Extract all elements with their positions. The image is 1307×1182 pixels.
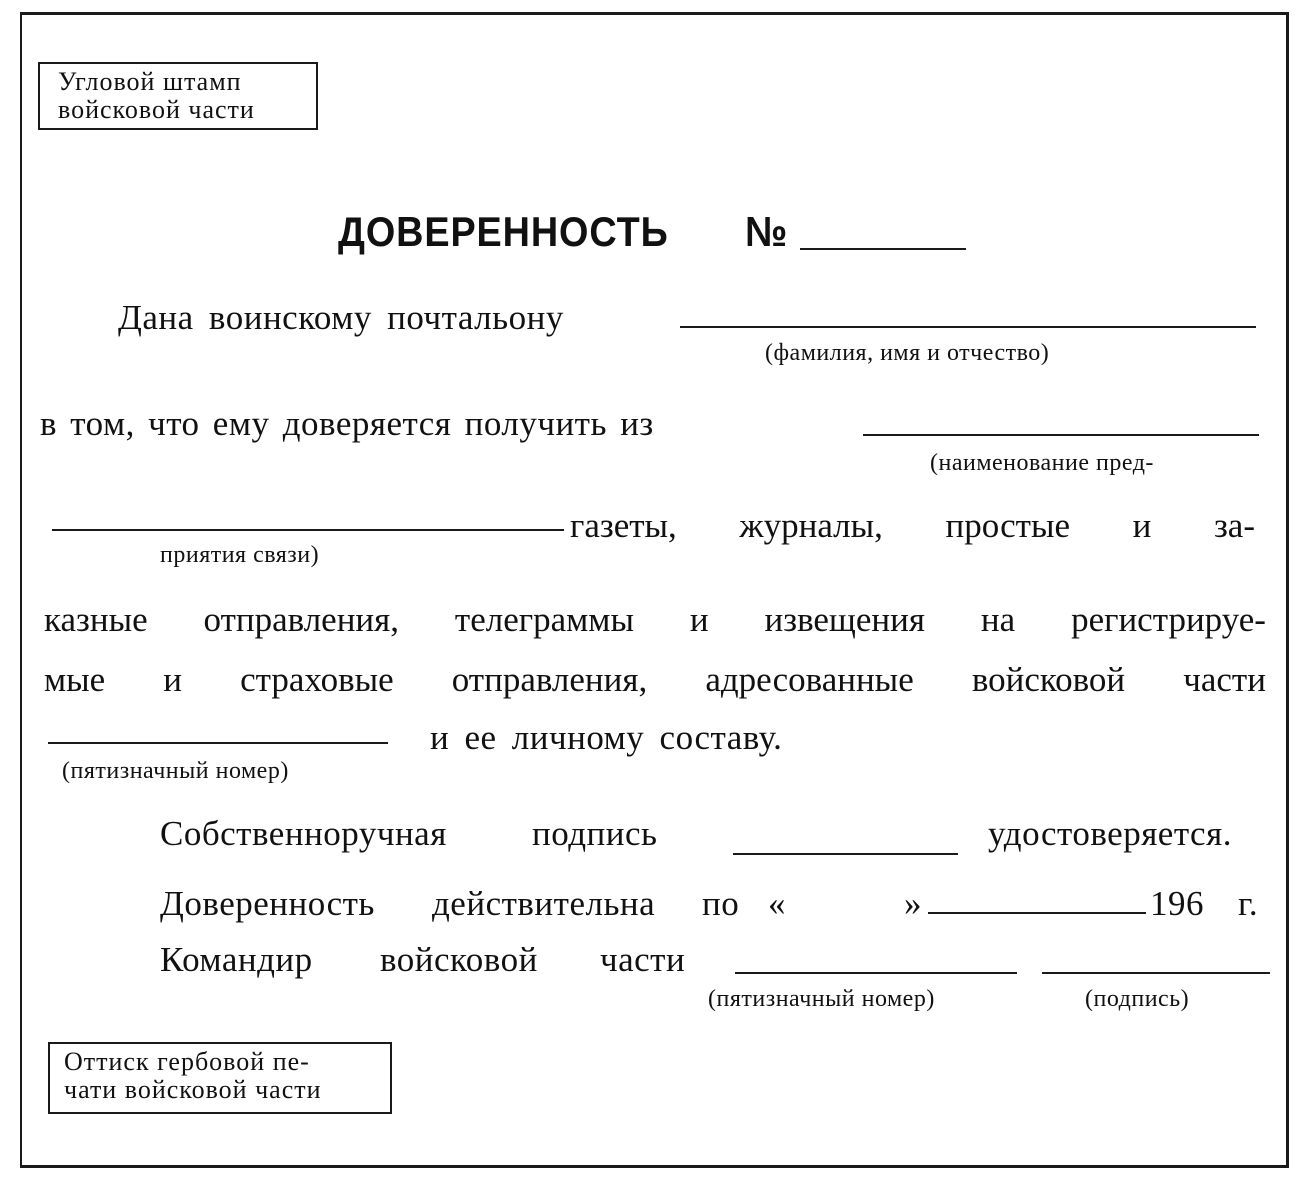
unit-number-caption: (пятизначный номер) xyxy=(62,758,289,784)
corner-stamp-box xyxy=(38,62,318,130)
seal-stamp-line1: Оттиск гербовой пе- xyxy=(64,1047,310,1076)
commander-number-caption: (пятизначный номер) xyxy=(708,986,935,1012)
source-caption-start: (наименование пред- xyxy=(930,450,1154,476)
corner-stamp-line2: войсковой части xyxy=(58,95,255,124)
word: войсковой xyxy=(971,660,1126,699)
seal-stamp-line2: чати войсковой части xyxy=(64,1075,322,1104)
validity-year-suffix: г. xyxy=(1238,884,1259,923)
word: на xyxy=(980,600,1016,639)
validity-year: 196 xyxy=(1150,884,1204,923)
source-office-blank[interactable] xyxy=(863,434,1259,436)
validity-month-blank[interactable] xyxy=(928,912,1146,914)
word-prostye: простые xyxy=(945,506,1071,545)
recipient-caption: (фамилия, имя и отчество) xyxy=(765,340,1050,366)
commander-signature-blank[interactable] xyxy=(1042,972,1270,974)
word: страховые xyxy=(240,660,394,699)
validity-word2: действительна xyxy=(432,884,656,923)
commander-word3: части xyxy=(600,940,686,979)
word: извещения xyxy=(764,600,925,639)
document-title xyxy=(338,208,669,256)
signature-label: Собственноручная xyxy=(160,814,447,853)
unit-number-blank[interactable] xyxy=(48,742,388,744)
word: мые xyxy=(44,660,106,699)
validity-open-quote: « xyxy=(768,884,786,923)
commander-word2: войсковой xyxy=(380,940,538,979)
body-line-5 xyxy=(44,660,1266,700)
word-za: за- xyxy=(1213,506,1255,545)
source-caption-end: приятия связи) xyxy=(160,542,320,568)
word: регистрируе- xyxy=(1071,600,1266,639)
commander-signature-caption: (подпись) xyxy=(1085,986,1190,1012)
corner-stamp-line1: Угловой штамп xyxy=(58,67,242,96)
source-label: в том, что ему доверяется получить из xyxy=(40,404,654,443)
title-number-sign xyxy=(745,208,788,256)
commander-label: Командир xyxy=(160,940,313,979)
signature-blank[interactable] xyxy=(733,853,958,855)
word: и xyxy=(689,600,709,639)
title-text: ДОВЕРЕННОСТЬ xyxy=(338,208,669,255)
word-zhurnaly: журналы, xyxy=(739,506,883,545)
body-line-6: и ее личному составу. xyxy=(430,718,783,757)
signature-word: подпись xyxy=(532,814,658,853)
body-line-3 xyxy=(570,506,1255,546)
number-sign: № xyxy=(745,208,789,255)
validity-close-quote: » xyxy=(904,884,922,923)
word-gazety: газеты, xyxy=(570,506,677,545)
word: и xyxy=(163,660,183,699)
commander-number-blank[interactable] xyxy=(735,972,1017,974)
validity-label: Доверенность xyxy=(160,884,375,923)
word: отправления, xyxy=(203,600,400,639)
recipient-name-blank[interactable] xyxy=(680,326,1256,328)
word: казные xyxy=(44,600,148,639)
word: части xyxy=(1183,660,1266,699)
validity-word3: по xyxy=(702,884,740,923)
word: телеграммы xyxy=(454,600,634,639)
signature-tail: удостоверяется. xyxy=(988,814,1232,853)
word-i: и xyxy=(1132,506,1152,545)
body-line-4 xyxy=(44,600,1266,640)
source-office-blank-continued[interactable] xyxy=(52,529,564,531)
title-number-blank[interactable] xyxy=(800,248,966,250)
recipient-label: Дана воинскому почтальону xyxy=(118,298,564,337)
word: адресованные xyxy=(705,660,914,699)
word: отправления, xyxy=(451,660,648,699)
seal-stamp-box xyxy=(48,1042,392,1114)
